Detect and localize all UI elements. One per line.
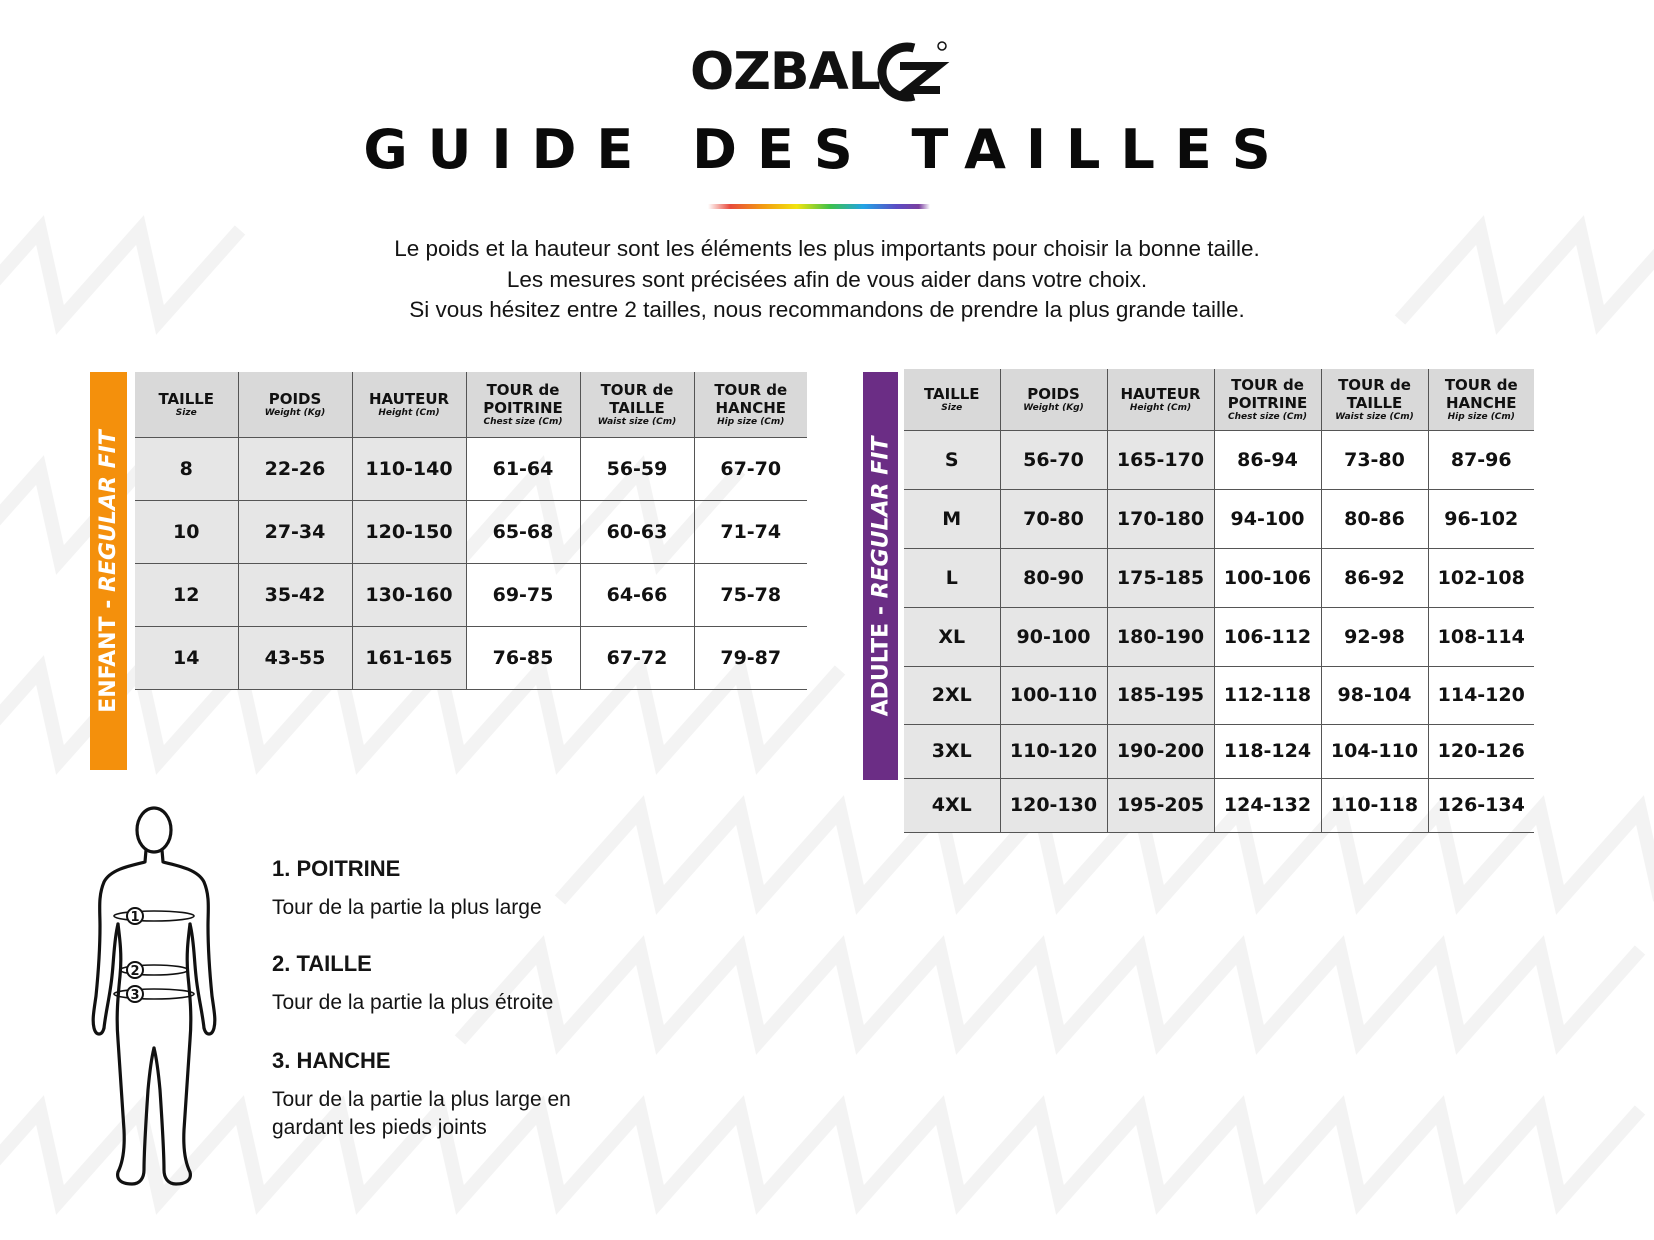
size-cell: M [904,489,1000,548]
brand-logo [690,38,980,108]
waist-cell: 104-110 [1321,724,1428,778]
chest-cell: 100-106 [1214,548,1321,607]
measure-desc: gardant les pieds joints [272,1116,487,1139]
table-row [904,724,1534,778]
size-cell: S [904,430,1000,489]
chest-cell: 86-94 [1214,430,1321,489]
waist-cell: 64-66 [580,563,694,626]
table-row [135,500,807,563]
table-row [904,430,1534,489]
table-row [135,563,807,626]
size-cell: XL [904,607,1000,666]
height-cell: 165-170 [1107,430,1214,489]
height-cell: 120-150 [352,500,466,563]
weight-cell: 80-90 [1000,548,1107,607]
height-cell: 130-160 [352,563,466,626]
weight-cell: 27-34 [238,500,352,563]
hip-cell: 120-126 [1428,724,1534,778]
col-header-weight: POIDS Weight (Kg) [1000,369,1107,430]
waist-cell: 98-104 [1321,666,1428,724]
height-cell: 190-200 [1107,724,1214,778]
table-row [904,778,1534,832]
weight-cell: 43-55 [238,626,352,689]
table-row [904,666,1534,724]
size-cell: 4XL [904,778,1000,832]
col-header-hip: TOUR de HANCHE Hip size (Cm) [694,372,807,437]
table-row [904,607,1534,666]
adult-label-fit: REGULAR FIT [868,436,893,598]
hip-cell: 79-87 [694,626,807,689]
height-cell: 110-140 [352,437,466,500]
marker-2: 2 [130,964,140,979]
chest-cell: 65-68 [466,500,580,563]
weight-cell: 35-42 [238,563,352,626]
col-header-hip: TOUR de HANCHE Hip size (Cm) [1428,369,1534,430]
intro-line: Si vous hésitez entre 2 tailles, nous recommandons de prendre la plus grande taille. [409,297,1245,322]
hip-cell: 71-74 [694,500,807,563]
chest-cell: 112-118 [1214,666,1321,724]
intro-text [0,234,1654,326]
table-header-row [904,369,1534,430]
measure-title: 2. TAILLE [272,951,372,976]
size-cell: 10 [135,500,238,563]
col-header-size: TAILLE Size [904,369,1000,430]
col-header-chest: TOUR de POITRINE Chest size (Cm) [466,372,580,437]
chest-cell: 69-75 [466,563,580,626]
measure-desc: Tour de la partie la plus large [272,896,542,919]
weight-cell: 22-26 [238,437,352,500]
col-header-waist: TOUR de TAILLE Waist size (Cm) [580,372,694,437]
size-cell: 8 [135,437,238,500]
size-cell: 2XL [904,666,1000,724]
adult-label-main: ADULTE - [868,597,893,716]
chest-cell: 124-132 [1214,778,1321,832]
measure-hip [272,1048,571,1142]
table-row [135,437,807,500]
col-header-chest: TOUR de POITRINE Chest size (Cm) [1214,369,1321,430]
marker-1: 1 [130,910,140,925]
weight-cell: 110-120 [1000,724,1107,778]
kid-size-table [135,372,807,690]
weight-cell: 70-80 [1000,489,1107,548]
height-cell: 170-180 [1107,489,1214,548]
adult-fit-label [863,372,898,780]
waist-cell: 110-118 [1321,778,1428,832]
weight-cell: 120-130 [1000,778,1107,832]
hip-cell: 67-70 [694,437,807,500]
hip-cell: 75-78 [694,563,807,626]
intro-line: Les mesures sont précisées afin de vous aider dans votre choix. [506,266,1148,292]
col-header-waist: TOUR de TAILLE Waist size (Cm) [1321,369,1428,430]
table-row [904,548,1534,607]
col-header-height: HAUTEUR Height (Cm) [1107,369,1214,430]
col-header-weight: POIDS Weight (Kg) [238,372,352,437]
marker-3: 3 [130,988,140,1003]
hip-cell: 102-108 [1428,548,1534,607]
size-cell: 14 [135,626,238,689]
table-row [904,489,1534,548]
hip-cell: 126-134 [1428,778,1534,832]
chest-cell: 118-124 [1214,724,1321,778]
measure-title: 3. HANCHE [272,1048,391,1073]
col-header-height: HAUTEUR Height (Cm) [352,372,466,437]
adult-size-table [904,369,1534,833]
size-cell: 3XL [904,724,1000,778]
page-title: GUIDE DES TAILLES [363,118,1291,181]
chest-cell: 76-85 [466,626,580,689]
rainbow-divider [708,204,930,209]
measure-waist [272,951,553,1017]
chest-cell: 61-64 [466,437,580,500]
hip-cell: 114-120 [1428,666,1534,724]
measure-chest [272,856,542,922]
measure-desc: Tour de la partie la plus étroite [272,991,554,1014]
waist-cell: 80-86 [1321,489,1428,548]
size-cell: 12 [135,563,238,626]
chest-cell: 94-100 [1214,489,1321,548]
measure-title: 1. POITRINE [272,856,401,881]
table-header-row [135,372,807,437]
chest-cell: 106-112 [1214,607,1321,666]
kid-label-main: ENFANT - [96,591,122,713]
body-silhouette-icon [88,800,228,1188]
height-cell: 195-205 [1107,778,1214,832]
table-row [135,626,807,689]
waist-cell: 56-59 [580,437,694,500]
ozbal-oz-logo-icon [870,38,950,104]
kid-label-fit: REGULAR FIT [96,429,122,592]
waist-cell: 67-72 [580,626,694,689]
waist-cell: 60-63 [580,500,694,563]
weight-cell: 90-100 [1000,607,1107,666]
weight-cell: 100-110 [1000,666,1107,724]
waist-cell: 73-80 [1321,430,1428,489]
size-cell: L [904,548,1000,607]
col-header-size: TAILLE Size [135,372,238,437]
hip-cell: 87-96 [1428,430,1534,489]
intro-line: Le poids et la hauteur sont les éléments les plus importants pour choisir la bonne taille. [394,236,1260,261]
brand-name: OZBAL [690,42,880,102]
waist-cell: 92-98 [1321,607,1428,666]
weight-cell: 56-70 [1000,430,1107,489]
height-cell: 185-195 [1107,666,1214,724]
waist-cell: 86-92 [1321,548,1428,607]
height-cell: 180-190 [1107,607,1214,666]
height-cell: 175-185 [1107,548,1214,607]
measure-desc: Tour de la partie la plus large en [272,1088,571,1111]
hip-cell: 96-102 [1428,489,1534,548]
measure-markers [127,908,143,1003]
height-cell: 161-165 [352,626,466,689]
kid-fit-label [90,372,127,770]
hip-cell: 108-114 [1428,607,1534,666]
